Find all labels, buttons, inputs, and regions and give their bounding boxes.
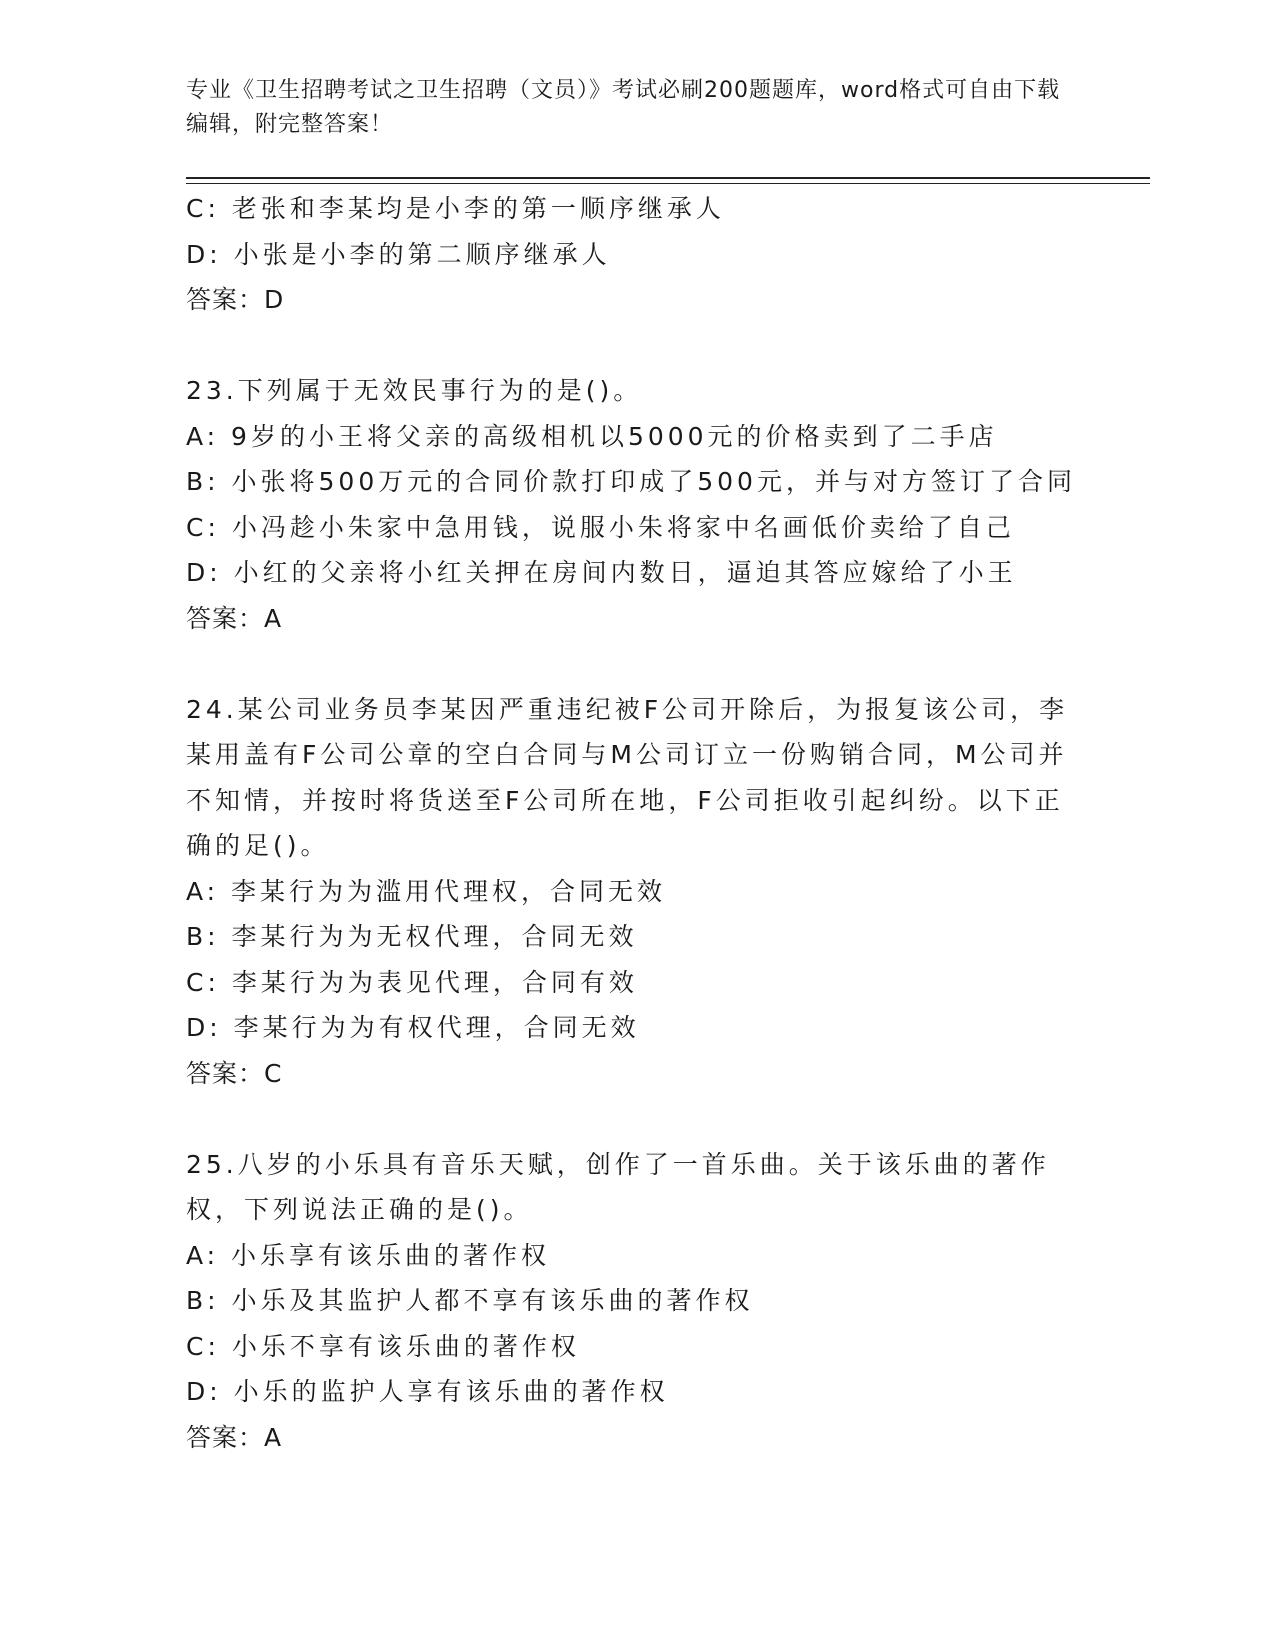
option-c: C: 小乐不享有该乐曲的著作权 [186, 1331, 580, 1361]
option-b: B: 小乐及其监护人都不享有该乐曲的著作权 [186, 1286, 754, 1315]
question-25 [186, 1142, 1086, 1461]
question-stem: 24.某公司业务员李某因严重违纪被F公司开除后，为报复该公司，李某用盖有F公司公章的空白合同与M公司订立一份购销合同，M公司并不知情，并按时将货送至F公司所在地，F公司拒收引起纠纷。以下正确的足()。 [186, 694, 1069, 860]
option-c: C: 李某行为为表见代理，合同有效 [186, 967, 638, 997]
answer-line: 答案：A [186, 603, 283, 633]
option-d: D: 小红的父亲将小红关押在房间内数日，逼迫其答应嫁给了小王 [186, 558, 1017, 587]
option-c: C: 老张和李某均是小李的第一顺序继承人 [186, 194, 725, 223]
answer-line: 答案：C [186, 1058, 283, 1088]
option-c: C: 小冯趁小朱家中急用钱，说服小朱将家中名画低价卖给了自己 [186, 512, 1015, 542]
option-b: B: 李某行为为无权代理，合同无效 [186, 922, 638, 951]
question-list [186, 186, 1086, 1460]
option-a: A: 小乐享有该乐曲的著作权 [186, 1240, 551, 1270]
question-22-tail [186, 186, 1086, 323]
option-d: D: 李某行为为有权代理，合同无效 [186, 1013, 640, 1042]
option-a: A: 9岁的小王将父亲的高级相机以5000元的价格卖到了二手店 [186, 421, 998, 451]
spacer [186, 323, 1086, 369]
option-b: B: 小张将500万元的合同价款打印成了500元，并与对方签订了合同 [186, 467, 1076, 496]
spacer [186, 1096, 1086, 1142]
header-rule-thin [186, 183, 1150, 184]
answer-line: 答案：A [186, 1422, 283, 1452]
spacer [186, 641, 1086, 687]
option-d: D: 小乐的监护人享有该乐曲的著作权 [186, 1377, 669, 1406]
question-stem: 23.下列属于无效民事行为的是()。 [186, 376, 643, 405]
question-24 [186, 687, 1086, 1097]
option-d: D: 小张是小李的第二顺序继承人 [186, 239, 611, 269]
question-23 [186, 368, 1086, 641]
question-stem: 25.八岁的小乐具有音乐天赋，创作了一首乐曲。关于该乐曲的著作权，下列说法正确的是()。 [186, 1149, 1050, 1224]
document-header: 专业《卫生招聘考试之卫生招聘（文员）》考试必刷200题题库，word格式可自由下载编辑，附完整答案！ [186, 78, 1061, 137]
header-rule-thick [186, 177, 1150, 179]
answer-line: 答案：D [186, 285, 285, 314]
option-a: A: 李某行为为滥用代理权，合同无效 [186, 876, 667, 906]
